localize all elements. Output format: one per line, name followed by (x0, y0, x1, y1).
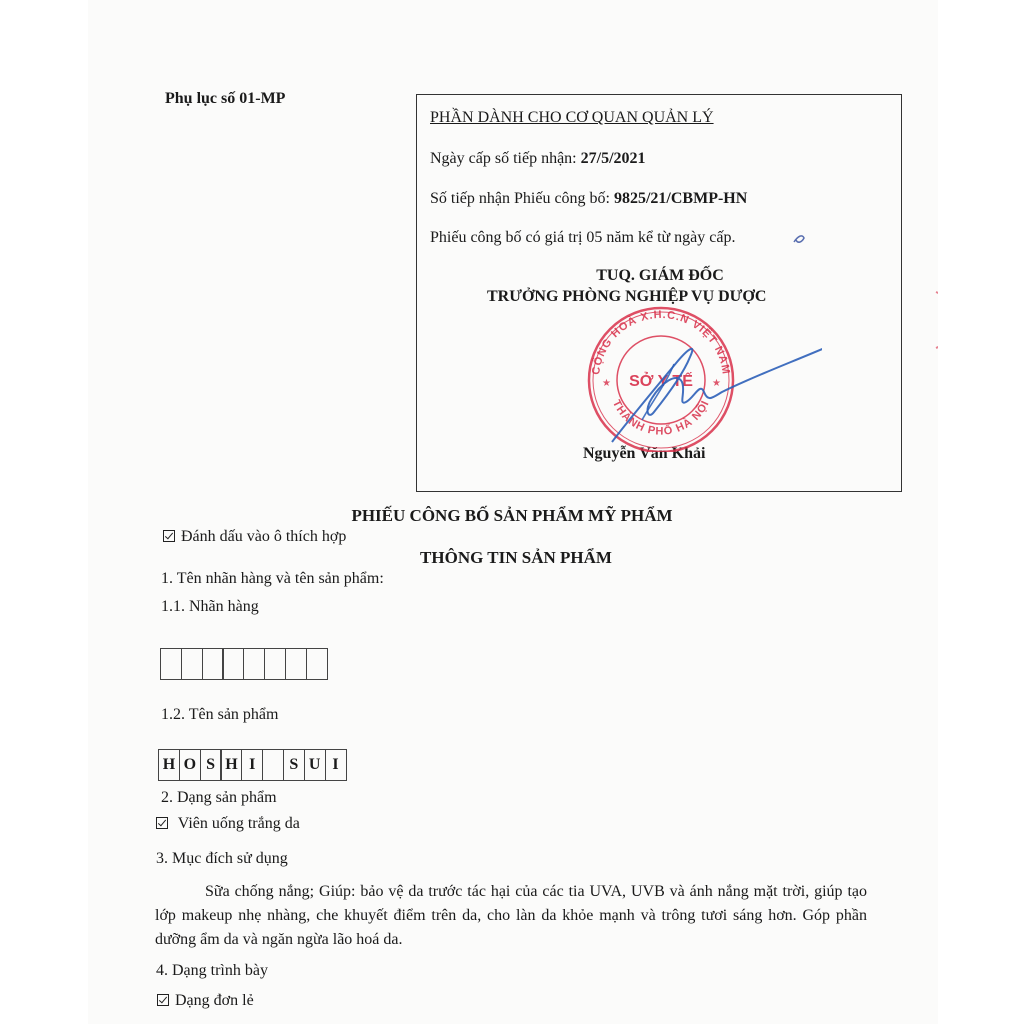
signer-name: Nguyễn Văn Khải (583, 445, 706, 462)
product-name-cell[interactable]: H (158, 749, 180, 781)
brand-cell[interactable] (222, 648, 244, 680)
check-hint (163, 528, 346, 546)
usage-purpose-text: Sữa chống nắng; Giúp: bảo vệ da trước tác hại của các tia UVA, UVB và ánh nắng mặt trời, giúp tạo lớp makeup nhẹ nhàng, che khuyết điểm trên da, cho làn da khỏe mạnh và trông tươi sáng hơn. Góp phần dưỡng ẩm da và ngăn ngừa lão hoá da. (155, 883, 867, 948)
brand-cell[interactable] (285, 648, 307, 680)
receipt-number-line (430, 190, 747, 208)
brand-cell[interactable] (202, 648, 224, 680)
svg-text:CỘNG HOÀ X.H.C.N VIỆT NAM (590, 309, 732, 376)
stamp-seal-icon (582, 302, 822, 452)
receipt-number: 9825/21/CBMP-HN (613, 190, 748, 207)
product-name-cell[interactable]: U (304, 749, 326, 781)
signer-title-1: TUQ. GIÁM ĐỐC (596, 267, 724, 284)
brand-cell[interactable] (181, 648, 203, 680)
receipt-date: 27/5/2021 (580, 150, 646, 167)
presentation-text: Dạng đơn lẻ (175, 992, 254, 1009)
section-title: THÔNG TIN SẢN PHẨM (420, 548, 612, 567)
product-name-cell[interactable]: H (220, 749, 242, 781)
question-1-1: 1.1. Nhãn hàng (161, 598, 259, 615)
product-name-cell[interactable]: I (325, 749, 347, 781)
receipt-date-label: Ngày cấp số tiếp nhận: (430, 150, 581, 167)
checkbox-checked-icon[interactable] (163, 530, 175, 542)
brand-cells[interactable] (160, 648, 327, 680)
stamp-ring-text: CỘNG HOÀ X.H.C.N VIỆT NAM (590, 308, 732, 376)
product-name-cell[interactable] (262, 749, 284, 781)
brand-cell[interactable] (306, 648, 328, 680)
presentation-option (157, 992, 254, 1010)
question-4: 4. Dạng trình bày (156, 962, 268, 979)
pen-mark-icon (790, 228, 810, 252)
brand-cell[interactable] (264, 648, 286, 680)
product-name-cell[interactable]: S (200, 749, 222, 781)
question-2: 2. Dạng sản phẩm (161, 789, 277, 806)
svg-text:★: ★ (712, 378, 721, 389)
receipt-date-line (430, 150, 646, 168)
margin-stamp-edge (928, 290, 938, 350)
check-hint-text: Đánh dấu vào ô thích hợp (181, 528, 347, 545)
receipt-number-label: Số tiếp nhận Phiếu công bố: (430, 190, 614, 207)
usage-purpose-paragraph (155, 880, 867, 952)
question-1-2: 1.2. Tên sản phẩm (161, 706, 279, 723)
brand-cell[interactable] (243, 648, 265, 680)
product-name-cell[interactable]: I (241, 749, 263, 781)
form-title: PHIẾU CÔNG BỐ SẢN PHẨM MỸ PHẨM (351, 506, 673, 525)
checkbox-checked-icon[interactable] (156, 817, 168, 829)
stamp-bottom-text: THÀNH PHỐ HÀ NỘI (609, 398, 712, 438)
stamp-center-text: SỞ Y TẾ (629, 373, 693, 390)
product-name-cell[interactable]: O (179, 749, 201, 781)
question-1: 1. Tên nhãn hàng và tên sản phẩm: (161, 570, 384, 587)
product-name-cells[interactable] (158, 749, 345, 781)
checkbox-checked-icon[interactable] (157, 994, 169, 1006)
brand-cell[interactable] (160, 648, 182, 680)
appendix-label: Phụ lục số 01-MP (165, 90, 286, 107)
question-3: 3. Mục đích sử dụng (156, 850, 288, 867)
official-stamp (582, 302, 822, 452)
signer-title-2: TRƯỞNG PHÒNG NGHIỆP VỤ DƯỢC (487, 288, 767, 305)
product-form-text: Viên uống trắng da (177, 815, 300, 832)
svg-text:★: ★ (602, 378, 611, 389)
product-name-cell[interactable]: S (283, 749, 305, 781)
product-form-option (156, 815, 300, 833)
authority-heading: PHẦN DÀNH CHO CƠ QUAN QUẢN LÝ (430, 109, 714, 126)
validity-note: Phiếu công bố có giá trị 05 năm kể từ ngày cấp. (430, 229, 736, 246)
